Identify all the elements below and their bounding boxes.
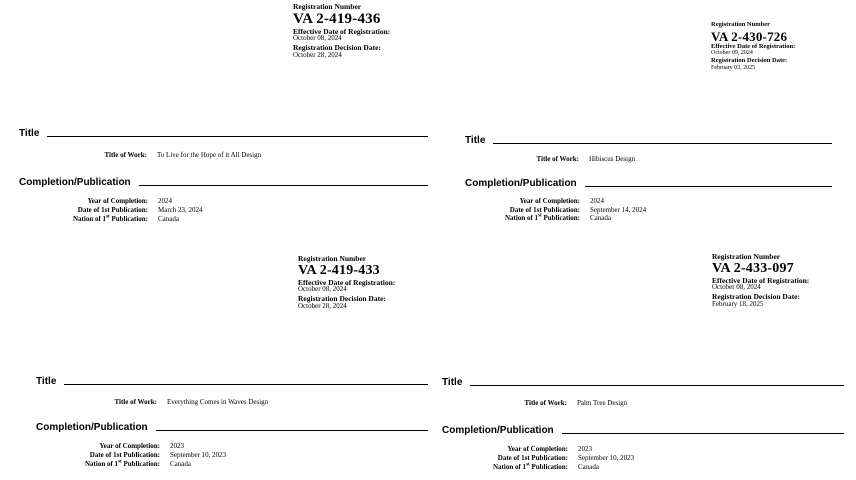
- nation-first-pub-label: Nation of 1st Publication:: [505, 213, 580, 222]
- date-first-pub-label: Date of 1st Publication:: [497, 454, 568, 462]
- year-of-completion: 2024: [158, 197, 172, 205]
- title-of-work-row: [480, 399, 627, 408]
- decision-date: October 28, 2024: [293, 50, 342, 59]
- section-rule: [470, 385, 844, 386]
- date-first-pub: September 10, 2023: [578, 454, 635, 462]
- year-of-completion-row: [38, 197, 172, 206]
- title-of-work: Everything Comes in Waves Design: [167, 398, 269, 406]
- year-of-completion-label: Year of Completion:: [99, 442, 160, 450]
- registration-number: VA 2-430-726: [711, 28, 788, 44]
- date-first-pub-label: Date of 1st Publication:: [89, 451, 160, 459]
- section-rule: [562, 433, 844, 434]
- nation-first-pub-row: [38, 215, 179, 224]
- date-first-pub: September 10, 2023: [170, 451, 227, 459]
- registration-number-label: Registration Number: [711, 21, 771, 28]
- title-of-work: Palm Tree Design: [577, 399, 628, 407]
- completion-section-label: Completion/Publication: [36, 422, 148, 433]
- title-section-header: [36, 376, 428, 387]
- effective-date: October 08, 2024: [298, 285, 347, 293]
- decision-date-label: Registration Decision Date:: [298, 294, 386, 303]
- title-of-work-label: Title of Work:: [524, 399, 567, 407]
- decision-date-label: Registration Decision Date:: [293, 43, 381, 52]
- date-first-pub-row: [50, 451, 226, 460]
- effective-date: October 08, 2024: [293, 34, 342, 42]
- decision-date-label: Registration Decision Date:: [711, 57, 788, 64]
- effective-date: October 08, 2024: [712, 283, 761, 291]
- year-of-completion: 2023: [170, 442, 184, 450]
- title-section-label: Title: [442, 377, 463, 388]
- year-of-completion-label: Year of Completion:: [507, 445, 568, 453]
- title-section-label: Title: [36, 376, 57, 387]
- section-rule: [64, 384, 428, 385]
- registration-number-label: Registration Number: [712, 252, 781, 261]
- date-first-pub: March 23, 2024: [158, 206, 203, 214]
- title-of-work-label: Title of Work:: [536, 155, 579, 163]
- nation-first-pub-row: [458, 463, 599, 472]
- decision-date-label: Registration Decision Date:: [712, 292, 800, 301]
- registration-block: [711, 22, 795, 71]
- completion-section-header: [442, 425, 844, 436]
- title-of-work-row: [60, 151, 261, 160]
- nation-first-pub: Canada: [590, 214, 611, 222]
- registration-block: [293, 3, 390, 59]
- effective-date: October 09, 2024: [711, 50, 753, 56]
- title-of-work-row: [500, 155, 635, 164]
- decision-date: February 18, 2025: [712, 299, 764, 308]
- registration-number: VA 2-419-436: [293, 10, 381, 27]
- year-of-completion-row: [50, 442, 184, 451]
- completion-section-label: Completion/Publication: [465, 178, 577, 189]
- title-section-header: [19, 128, 428, 139]
- effective-date-label: Effective Date of Registration:: [711, 42, 796, 50]
- registration-block: [712, 253, 809, 308]
- title-of-work-row: [70, 398, 268, 407]
- section-rule: [585, 186, 832, 187]
- completion-section-header: [465, 178, 832, 189]
- date-first-pub-row: [38, 206, 203, 215]
- nation-first-pub: Canada: [158, 215, 179, 223]
- registration-number-label: Registration Number: [293, 2, 362, 11]
- year-of-completion: 2023: [578, 445, 592, 453]
- title-of-work: Hibiscus Design: [589, 155, 636, 163]
- section-rule: [493, 143, 832, 144]
- effective-date-label: Effective Date of Registration:: [293, 26, 391, 36]
- date-first-pub-row: [458, 454, 634, 463]
- registration-number: VA 2-419-433: [298, 262, 380, 278]
- title-of-work-label: Title of Work:: [114, 398, 157, 406]
- effective-date-label: Effective Date of Registration:: [712, 275, 810, 285]
- decision-date: February 03, 2025: [711, 64, 756, 71]
- date-first-pub-label: Date of 1st Publication:: [77, 206, 148, 214]
- registration-number: VA 2-433-097: [712, 260, 794, 276]
- effective-date-label: Effective Date of Registration:: [298, 277, 396, 287]
- title-of-work-label: Title of Work:: [104, 151, 147, 159]
- title-section-label: Title: [19, 128, 40, 139]
- year-of-completion-row: [480, 197, 604, 206]
- nation-first-pub-row: [480, 214, 611, 223]
- title-section-header: [442, 377, 844, 388]
- date-first-pub: September 14, 2024: [590, 206, 647, 214]
- nation-first-pub: Canada: [578, 463, 599, 471]
- nation-first-pub-row: [50, 460, 191, 469]
- section-rule: [139, 185, 428, 186]
- section-rule: [156, 430, 428, 431]
- completion-section-header: [19, 177, 428, 188]
- year-of-completion: 2024: [590, 197, 604, 205]
- nation-first-pub: Canada: [170, 460, 191, 468]
- date-first-pub-label: Date of 1st Publication:: [509, 206, 580, 214]
- completion-section-label: Completion/Publication: [19, 177, 131, 188]
- nation-first-pub-label: Nation of 1st Publication:: [493, 462, 568, 471]
- registration-number-label: Registration Number: [298, 254, 367, 263]
- completion-section-label: Completion/Publication: [442, 425, 554, 436]
- registration-block: [298, 255, 395, 310]
- decision-date: October 28, 2024: [298, 301, 347, 310]
- nation-first-pub-label: Nation of 1st Publication:: [73, 214, 148, 223]
- year-of-completion-label: Year of Completion:: [87, 197, 148, 205]
- completion-section-header: [36, 422, 428, 433]
- title-of-work: To Live for the Hope of it All Design: [157, 151, 262, 159]
- year-of-completion-row: [458, 445, 592, 454]
- title-section-label: Title: [465, 135, 486, 146]
- section-rule: [47, 136, 428, 137]
- nation-first-pub-label: Nation of 1st Publication:: [85, 459, 160, 468]
- year-of-completion-label: Year of Completion:: [519, 197, 580, 205]
- title-section-header: [465, 135, 832, 146]
